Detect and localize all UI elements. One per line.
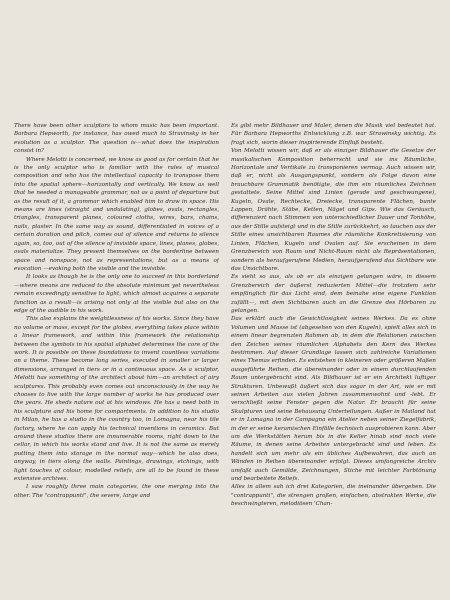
english-paragraph: I saw roughly three main categories, the one merging into the other. The "contrappunti", the severe, large and: [14, 484, 219, 499]
german-paragraph: Von Melotti wissen wir, daß er als einziger Bildhauer die Gesetze der musikalischen Komposition beherrscht und sie ins Räumliche, Horizontale und Vertikale zu transponieren vermag. Auch wissen wir, daß er, nicht als Ausgangspunkt, sondern als Folge davon eine brauchbare Grammatik benötigte, die ihm ein räumliches Zeichnen gestattete. Seine Mittel sind Linien (gerade und geschwungene), Kugeln, Ovale, Rechtecke, Dreiecke, transparente Flächen, bunte Lappen, Drähte, Stäbe, Ketten, Nägel und Gips. Wie das Geräusch, differenziert nach Stimmen von unterschiedlicher Dauer und Tonhöhe, aus der Stille aufsteigt und in die Stille zurückkehrt, so tauchen aus der Stille eines unsichtbaren Raumes die räumliche Konkretisierung von Linien, Flächen, Kugeln und Ovalen auf. Sie erscheinen in dem Grenzbereich von Raum und Nicht-Raum nicht als Repräsentationen, sondern als heraufgerufene Medien, heraufgerufend das Sichtbare wie das Unsichtbare.: [231, 148, 436, 272]
german-column: [231, 122, 436, 600]
english-paragraph: This also explains the weightlessness of his works. Since they have no volume or mass, except for the globes, everything takes place within a linear framework, and within this framework the relationship between the symbols in his spatial alphabet determines the core of the work. It is possible on these foundations to invent countless variations on a theme. These become long series, executed in smaller or larger dimensions, arranged in tiers or in a continuous space. As a sculptor, Melotti has something of the architect about him—an architect of airy sculptures. This probably even comes out unconsciously in the way he chooses to live with the large number of works he has produced over the years. He sheds nature out at his windows. He has a need both in his sculpture and his home for compartments. In addition to his studio in Milan, he has a studio in the country too, in Lomagna, near his tile factory, where he can apply his technical inventions in ceramics. But around these studios there are innumerable rooms, right down to the cellar, in which his works stand and live. It is not the same as merely putting them into storage in the normal way—which he also does, anyway, in tiers along the walls. Paintings, drawings, etchings, with light touches of colour, modelled reliefs, are all to be found in these extensive archives.: [14, 316, 219, 483]
english-paragraph: There have been other sculptors to whom music has been important. Barbara Hepworth, for instance, has owed much to Stravinsky in her evolution as a sculptor. The question is—what does the inspiration consist in?: [14, 123, 219, 155]
english-paragraph: Where Melotti is concerned, we know as good as for certain that he is the only sculptor who is familiar with the rules of musical composition and who has the intellectual capacity to transpose them into the spatial sphere—horizontally and vertically. We know as well that he needed a manageable grammar, not as a point of departure but as the result of it, a grammar which enabled him to draw in space. His means are lines (straight and undulating), globes, ovals, rectangles, triangles, transparent planes, coloured cloths, wires, bars, chains, nails, plaster. In the same way as sound, differentiated in voices of a certain duration and pitch, comes out of silence and returns to silence again, so, too, out of the silence of invisible space, lines, planes, globes, ovals materialize. They present themselves on the borderline between space and nonspace, not as representations, but as a means of evocation —evoking both the visible and the invisible.: [14, 156, 219, 272]
german-paragraph: Alles in allem sah ich drei Kategorien, die ineinander übergehen. Die "contrappunti", die strengen großen, einfachen, abstrakten Werke, die beschwingteren, melodiösen 'Chan-: [231, 484, 436, 508]
english-column: [14, 122, 219, 600]
english-paragraph: It looks as though he is the only one to succeed in this borderland—where means are reduced to the absolute minimum yet nevertheless remain exceedingly sensitive to light, which almost acquires a separate function as a result—is arising not only at the visible but also on the edge of the audible in his work.: [14, 274, 219, 314]
german-paragraph: Das erklärt auch die Gewichtlosigkeit seines Werkes. Da es ohne Volumen und Masse ist (abgesehen von den Kugeln), spielt alles sich in einem linear begrenzten Rahmen ab, in dem die Relationen zwischen den Zeichen seines räumlichen Alphabets den Kern des Werkes bestimmen. Auf dieser Grundlage lassen sich zahlreiche Variationen eines Themas erfinden. Es entstehen in kleineren oder größeren Maßen ausgeführte Reihen, die übereinander oder in einem durchlaufenden Raum untergebracht sind. Als Bildhauer ist er ein Architekt luftiger Strukturen. Unbewußt äußert sich das sogar in der Art, wie er mit seinen Arbeiten aus vielen Jahren zusammenwohnt und -lebt. Er verschließt seine Fenster gegen die Natur. Er braucht für seine Skulpturen und seine Behausung Unterteilungen. Außer in Mailand hat er in Lomagna in der Campagna ein Atelier neben seiner Ziegelfabrik, in der er seine keramischen Einfälle technisch ausprobieren kann. Aber um die Werkstätten herum bis in die Keller hinab sind noch viele Räume, in denen seine Arbeiten untergebracht sind und leben. Es handelt sich um mehr als ein übliches Aufbewahren, das auch an Wänden in Reihen übereinander erfolgt. Dieses umfangreiche Archiv umfaßt auch Gemälde, Zeichnungen, Stiche mit leichter Farbtönung und bearbeitete Reliefs.: [231, 316, 436, 483]
german-paragraph: Es gibt mehr Bildhauer und Maler, denen die Musik viel bedeutet hat. Für Barbara Hepworths Entwicklung z.B. war Strawinsky wichtig. Es fragt sich, worin dieser inspirierende Einfluß besteht.: [231, 123, 436, 146]
german-paragraph: Es sieht so aus, als ob er als einzigen gelungen wäre, in diesem Grenzbereich der äußerst reduzierten Mittel—die trotzdem sehr empfänglich für das Licht sind, dem beinahe eine eigene Funktion zufällt—, mit dem Sichtbaren auch an die Grenze des Hörbaren zu gelangen.: [231, 274, 436, 314]
